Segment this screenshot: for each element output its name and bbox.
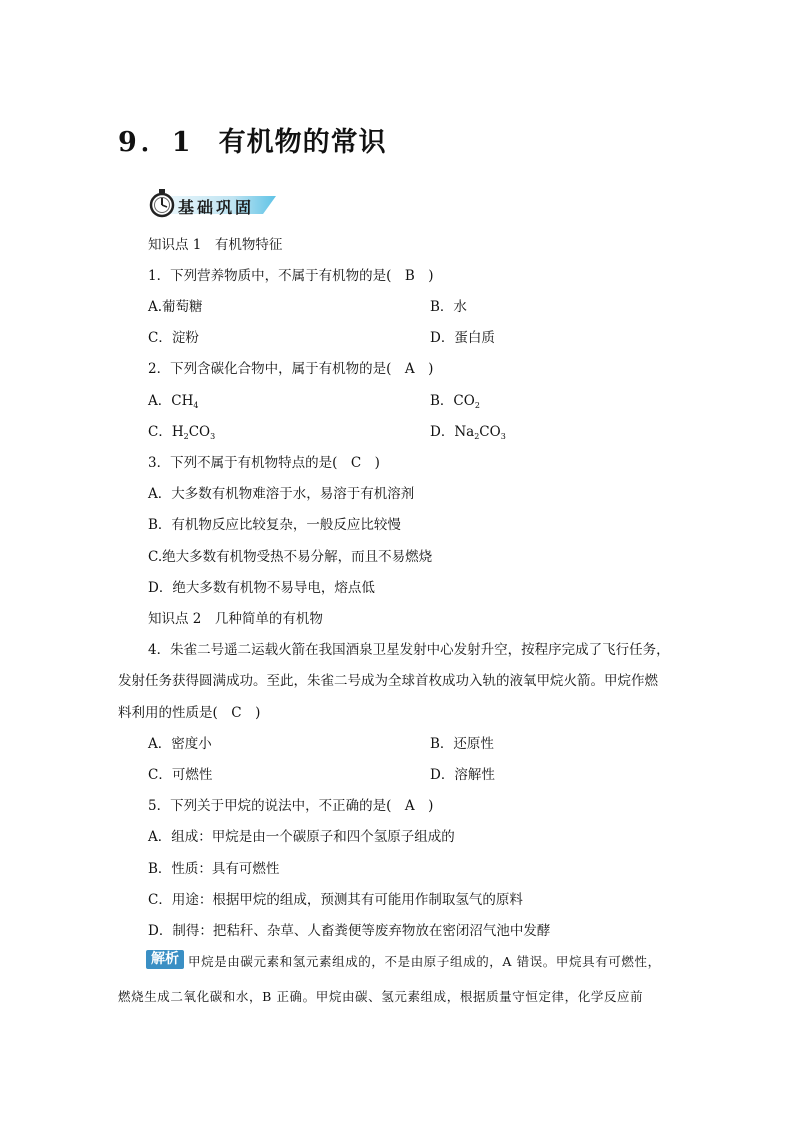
question-3-stem: 3．下列不属于有机物特点的是( C ) [148, 455, 380, 471]
banner-label: 基础巩固 [178, 198, 255, 217]
question-1-stem: 1．下列营养物质中，不属于有机物的是( B ) [148, 268, 434, 284]
question-2-option-b: B．$CO_2$ [430, 393, 480, 410]
question-3-option-d: D．绝大多数有机物不易导电，熔点低 [148, 580, 375, 596]
question-1-option-d: D．蛋白质 [430, 330, 495, 346]
question-5-option-a: A．组成：甲烷是由一个碳原子和四个氢原子组成的 [148, 829, 455, 845]
question-3-option-a: A．大多数有机物难溶于水，易溶于有机溶剂 [148, 486, 415, 502]
question-1-option-a: A.葡萄糖 [148, 299, 203, 315]
knowledge-point-2: 知识点 2 几种简单的有机物 [148, 611, 323, 627]
explanation-line-2: 燃烧生成二氧化碳和水，B 正确。甲烷由碳、氢元素组成，根据质量守恒定律，化学反应前 [118, 989, 644, 1004]
question-2-option-d: D．$Na_2CO_3$ [430, 424, 506, 441]
question-1-option-b: B．水 [430, 299, 467, 315]
question-4-line-1: 4．朱雀二号遥二运载火箭在我国酒泉卫星发射中心发射升空，按程序完成了飞行任务， [148, 642, 670, 658]
knowledge-point-1: 知识点 1 有机物特征 [148, 237, 283, 253]
question-1-option-c: C．淀粉 [148, 330, 199, 346]
section-banner [148, 188, 278, 218]
page-title [118, 120, 387, 159]
question-3-option-b: B．有机物反应比较复杂，一般反应比较慢 [148, 517, 401, 533]
question-3-option-c: C.绝大多数有机物受热不易分解，而且不易燃烧 [148, 549, 433, 565]
section-title: 有机物的常识 [218, 127, 387, 158]
explanation-line-1: 甲烷是由碳元素和氢元素组成的，不是由原子组成的，A 错误。甲烷具有可燃性， [188, 954, 661, 969]
question-5-stem: 5．下列关于甲烷的说法中，不正确的是( A ) [148, 798, 434, 814]
question-4-option-b: B．还原性 [430, 736, 494, 752]
section-number: 9．1 [118, 127, 195, 158]
question-4-line-3: 料利用的性质是( C ) [118, 705, 261, 721]
question-4-option-a: A．密度小 [148, 736, 212, 752]
question-2-stem: 2．下列含碳化合物中，属于有机物的是( A ) [148, 361, 434, 377]
question-2-option-c: C．$H_2CO_3$ [148, 424, 216, 441]
question-5-option-d: D．制得：把秸秆、杂草、人畜粪便等废弃物放在密闭沼气池中发酵 [148, 923, 551, 939]
question-4-option-d: D．溶解性 [430, 767, 495, 783]
question-5-option-c: C．用途：根据甲烷的组成，预测其有可能用作制取氢气的原料 [148, 892, 523, 908]
question-5-option-b: B．性质：具有可燃性 [148, 861, 280, 877]
question-2-option-a: A．$CH_4$ [148, 393, 199, 410]
stopwatch-icon [148, 188, 176, 218]
explanation-tag: 解析 [146, 950, 184, 969]
question-4-line-2: 发射任务获得圆满成功。至此，朱雀二号成为全球首枚成功入轨的液氧甲烷火箭。甲烷作燃 [118, 673, 658, 689]
question-4-option-c: C．可燃性 [148, 767, 213, 783]
